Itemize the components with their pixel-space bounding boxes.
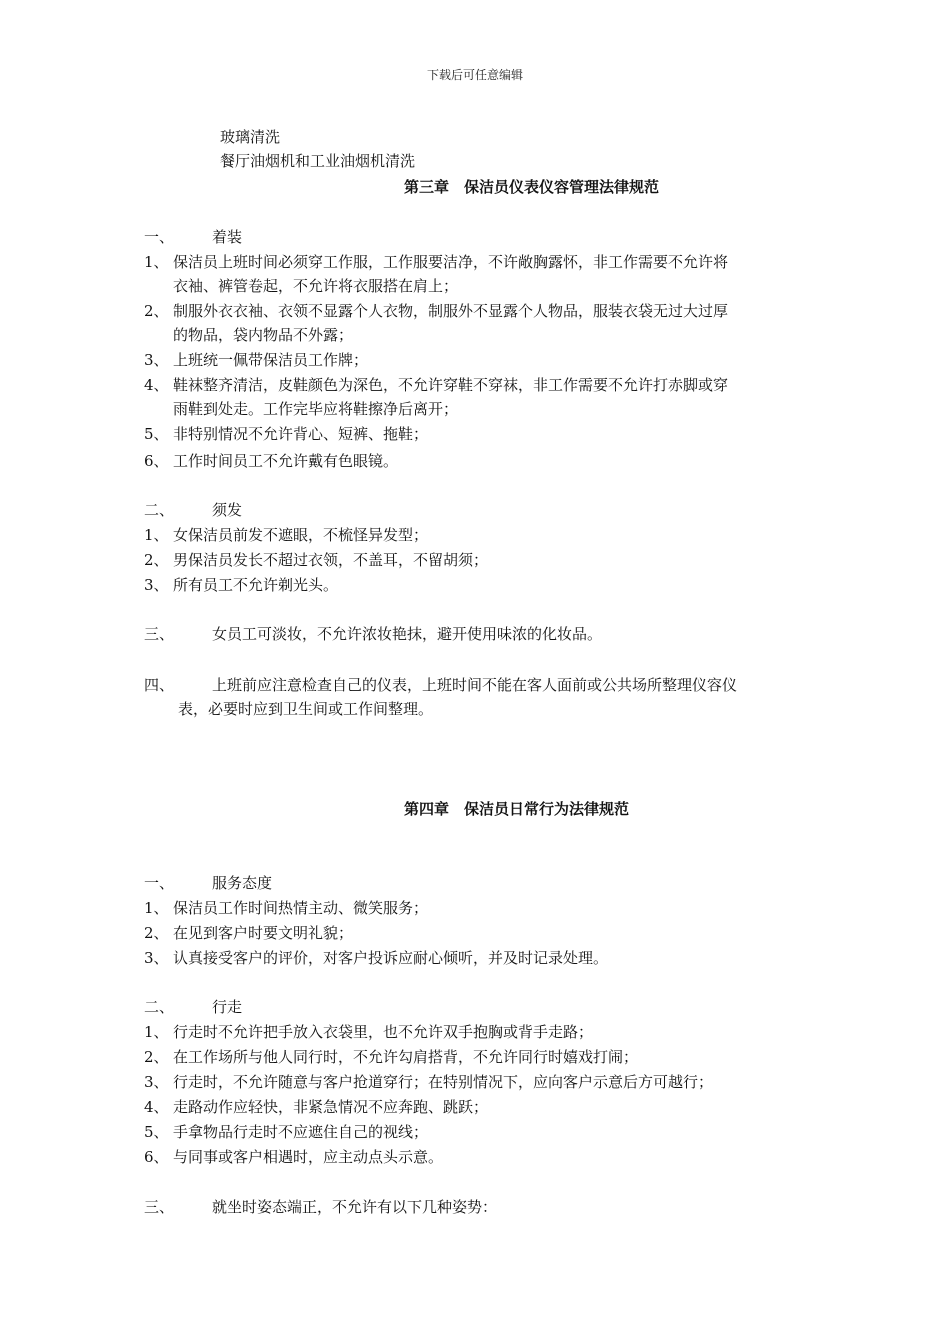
item-number: 1、	[144, 899, 169, 917]
item-number: 2、	[144, 551, 169, 569]
item-text: 在工作场所与他人同行时，不允许勾肩搭背，不允许同行时嬉戏打闹；	[173, 1048, 639, 1066]
item-text: 男保洁员发长不超过衣领，不盖耳，不留胡须；	[173, 551, 489, 569]
section-title: 着装	[212, 228, 243, 246]
item-text: 女保洁员前发不遮眼，不梳怪异发型；	[173, 526, 429, 544]
item-text: 所有员工不允许剃光头。	[173, 576, 339, 594]
item-text: 行走时不允许把手放入衣袋里，也不允许双手抱胸或背手走路；	[173, 1023, 594, 1041]
section-number: 二、	[144, 998, 175, 1016]
item-number: 4、	[144, 376, 169, 394]
item-number: 3、	[144, 576, 169, 594]
item-number: 5、	[144, 1123, 169, 1141]
item-number: 4、	[144, 1098, 169, 1116]
item-text: 工作时间员工不允许戴有色眼镜。	[173, 452, 399, 470]
item-text: 衣袖、裤管卷起，不允许将衣服搭在肩上；	[173, 277, 459, 295]
item-text: 手拿物品行走时不应遮住自己的视线；	[173, 1123, 429, 1141]
item-text: 非特别情况不允许背心、短裤、拖鞋；	[173, 425, 429, 443]
section-title: 须发	[212, 501, 243, 519]
item-number: 1、	[144, 526, 169, 544]
section-title: 行走	[212, 998, 243, 1016]
item-text: 的物品，袋内物品不外露；	[173, 326, 354, 344]
top-item: 餐厅油烟机和工业油烟机清洗	[220, 152, 416, 170]
item-number: 1、	[144, 1023, 169, 1041]
item-number: 5、	[144, 425, 169, 443]
item-text: 保洁员工作时间热情主动、微笑服务；	[173, 899, 429, 917]
item-number: 6、	[144, 452, 169, 470]
item-number: 2、	[144, 924, 169, 942]
section-title: 服务态度	[212, 874, 273, 892]
section-text: 女员工可淡妆，不允许浓妆艳抹，避开使用味浓的化妆品。	[212, 625, 603, 643]
item-number: 2、	[144, 302, 169, 320]
item-text: 制服外衣衣袖、衣领不显露个人衣物，制服外不显露个人物品，服装衣袋无过大过厚	[173, 302, 729, 320]
chapter-title: 第四章 保洁员日常行为法律规范	[404, 800, 630, 818]
item-number: 3、	[144, 351, 169, 369]
section-number: 四、	[144, 676, 175, 694]
item-number: 2、	[144, 1048, 169, 1066]
chapter-title: 第三章 保洁员仪表仪容管理法律规范	[404, 178, 660, 196]
section-text: 就坐时姿态端正，不允许有以下几种姿势：	[212, 1198, 498, 1216]
section-number: 二、	[144, 501, 175, 519]
item-number: 6、	[144, 1148, 169, 1166]
item-text: 走路动作应轻快，非紧急情况不应奔跑、跳跃；	[173, 1098, 489, 1116]
section-number: 一、	[144, 874, 175, 892]
top-item: 玻璃清洗	[220, 128, 281, 146]
item-text: 与同事或客户相遇时，应主动点头示意。	[173, 1148, 444, 1166]
section-text: 上班前应注意检查自己的仪表，上班时间不能在客人面前或公共场所整理仪容仪	[212, 676, 738, 694]
item-text: 雨鞋到处走。工作完毕应将鞋擦净后离开；	[173, 400, 459, 418]
section-number: 一、	[144, 228, 175, 246]
item-number: 3、	[144, 949, 169, 967]
section-number: 三、	[144, 625, 175, 643]
item-text: 认真接受客户的评价，对客户投诉应耐心倾听，并及时记录处理。	[173, 949, 609, 967]
item-number: 3、	[144, 1073, 169, 1091]
item-number: 1、	[144, 253, 169, 271]
section-text: 表，必要时应到卫生间或工作间整理。	[178, 700, 434, 718]
item-text: 保洁员上班时间必须穿工作服，工作服要洁净，不许敞胸露怀，非工作需要不允许将	[173, 253, 729, 271]
item-text: 上班统一佩带保洁员工作牌；	[173, 351, 369, 369]
item-text: 在见到客户时要文明礼貌；	[173, 924, 354, 942]
header-note: 下载后可任意编辑	[426, 68, 523, 82]
item-text: 行走时，不允许随意与客户抢道穿行；在特别情况下，应向客户示意后方可越行；	[173, 1073, 714, 1091]
section-number: 三、	[144, 1198, 175, 1216]
item-text: 鞋袜整齐清洁，皮鞋颜色为深色，不允许穿鞋不穿袜，非工作需要不允许打赤脚或穿	[173, 376, 729, 394]
